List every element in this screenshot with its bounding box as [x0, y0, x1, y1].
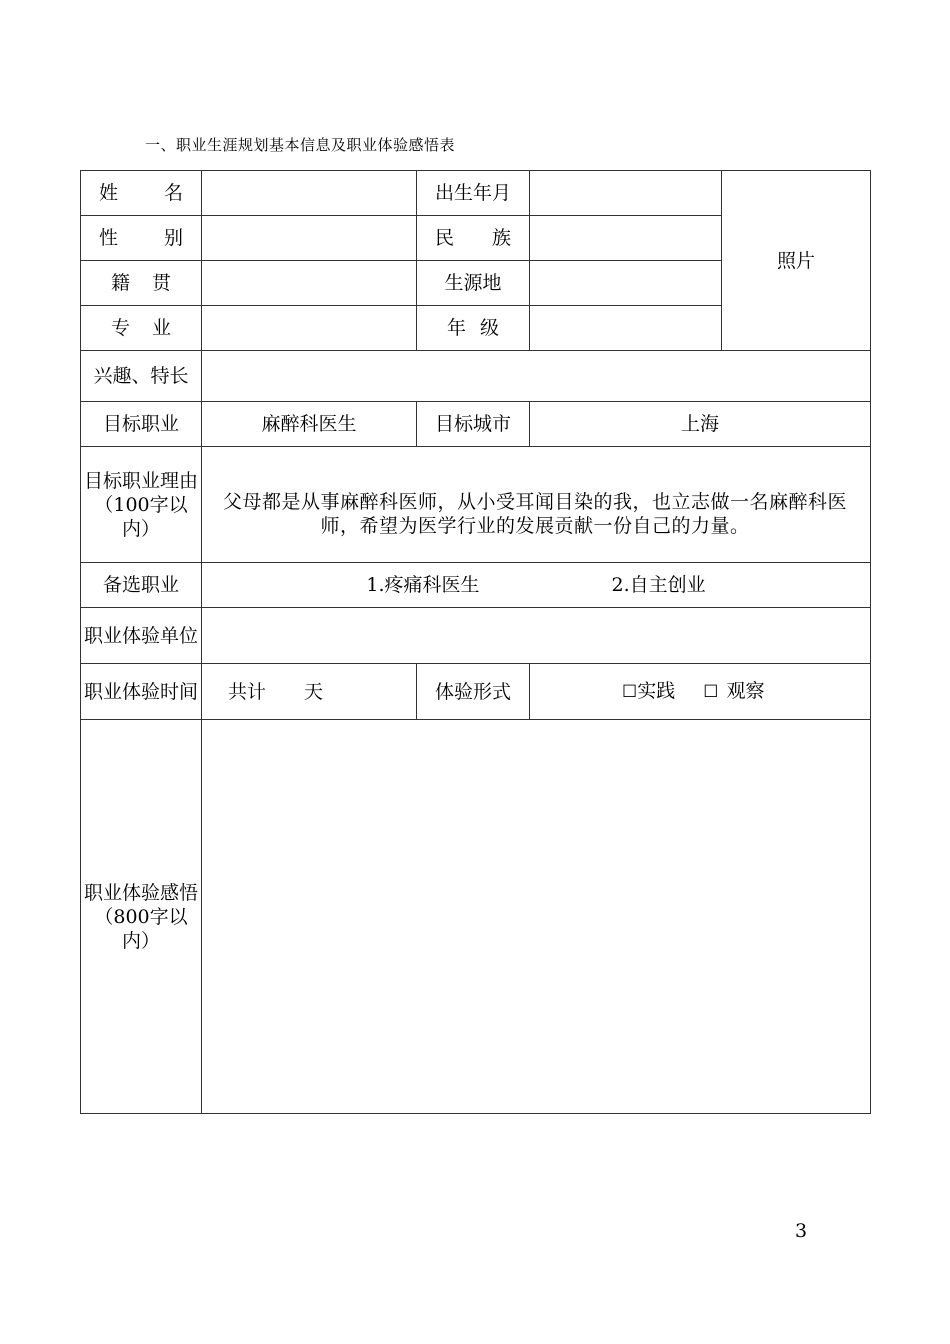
photo-box[interactable]: 照片 [722, 171, 871, 351]
value-target-job[interactable]: 麻醉科医生 [202, 402, 417, 447]
exp-time-prefix: 共计 [228, 680, 267, 703]
label-exp-form: 体验形式 [417, 664, 530, 720]
label-target-city: 目标城市 [417, 402, 530, 447]
label-ethnicity: 民 族 [417, 216, 530, 261]
value-alt-job[interactable] [202, 563, 871, 608]
label-gender: 性 别 [81, 216, 202, 261]
alt-job-2: 2.自主创业 [611, 574, 706, 596]
value-gender[interactable] [202, 216, 417, 261]
label-exp-time: 职业体验时间 [81, 664, 202, 720]
value-exp-reflection[interactable] [202, 720, 871, 1114]
value-target-reason[interactable]: 父母都是从事麻醉科医师，从小受耳闻目染的我，也立志做一名麻醉科医师，希望为医学行业的发展贡献一份自己的力量。 [202, 447, 871, 563]
label-birth: 出生年月 [417, 171, 530, 216]
label-target-job: 目标职业 [81, 402, 202, 447]
exp-time-suffix: 天 [304, 680, 324, 703]
value-birth[interactable] [530, 171, 722, 216]
page-number: 3 [795, 1220, 808, 1242]
label-exp-reflection: 职业体验感悟（800字以内） [81, 720, 202, 1114]
value-native-place[interactable] [202, 261, 417, 306]
checkbox-observe-icon[interactable]: ☐ [703, 682, 719, 702]
label-alt-job: 备选职业 [81, 563, 202, 608]
label-grade: 年 级 [417, 306, 530, 351]
label-interests: 兴趣、特长 [81, 351, 202, 402]
alt-job-1: 1.疼痛科医生 [366, 574, 480, 596]
option-observe: 观察 [726, 680, 765, 702]
value-exp-time[interactable] [202, 664, 417, 720]
label-target-reason: 目标职业理由（100字以内） [81, 447, 202, 563]
label-origin: 生源地 [417, 261, 530, 306]
value-name[interactable] [202, 171, 417, 216]
label-exp-unit: 职业体验单位 [81, 608, 202, 664]
value-ethnicity[interactable] [530, 216, 722, 261]
label-native-place: 籍 贯 [81, 261, 202, 306]
value-major[interactable] [202, 306, 417, 351]
page-heading: 一、职业生涯规划基本信息及职业体验感悟表 [145, 136, 456, 154]
option-practice: 实践 [637, 680, 676, 702]
value-exp-form[interactable] [530, 664, 871, 720]
value-grade[interactable] [530, 306, 722, 351]
checkbox-practice-icon[interactable]: ☐ [622, 682, 638, 702]
value-target-city[interactable]: 上海 [530, 402, 871, 447]
career-info-table [80, 170, 871, 1114]
label-major: 专 业 [81, 306, 202, 351]
value-origin[interactable] [530, 261, 722, 306]
label-name: 姓 名 [81, 171, 202, 216]
value-interests[interactable] [202, 351, 871, 402]
value-exp-unit[interactable] [202, 608, 871, 664]
